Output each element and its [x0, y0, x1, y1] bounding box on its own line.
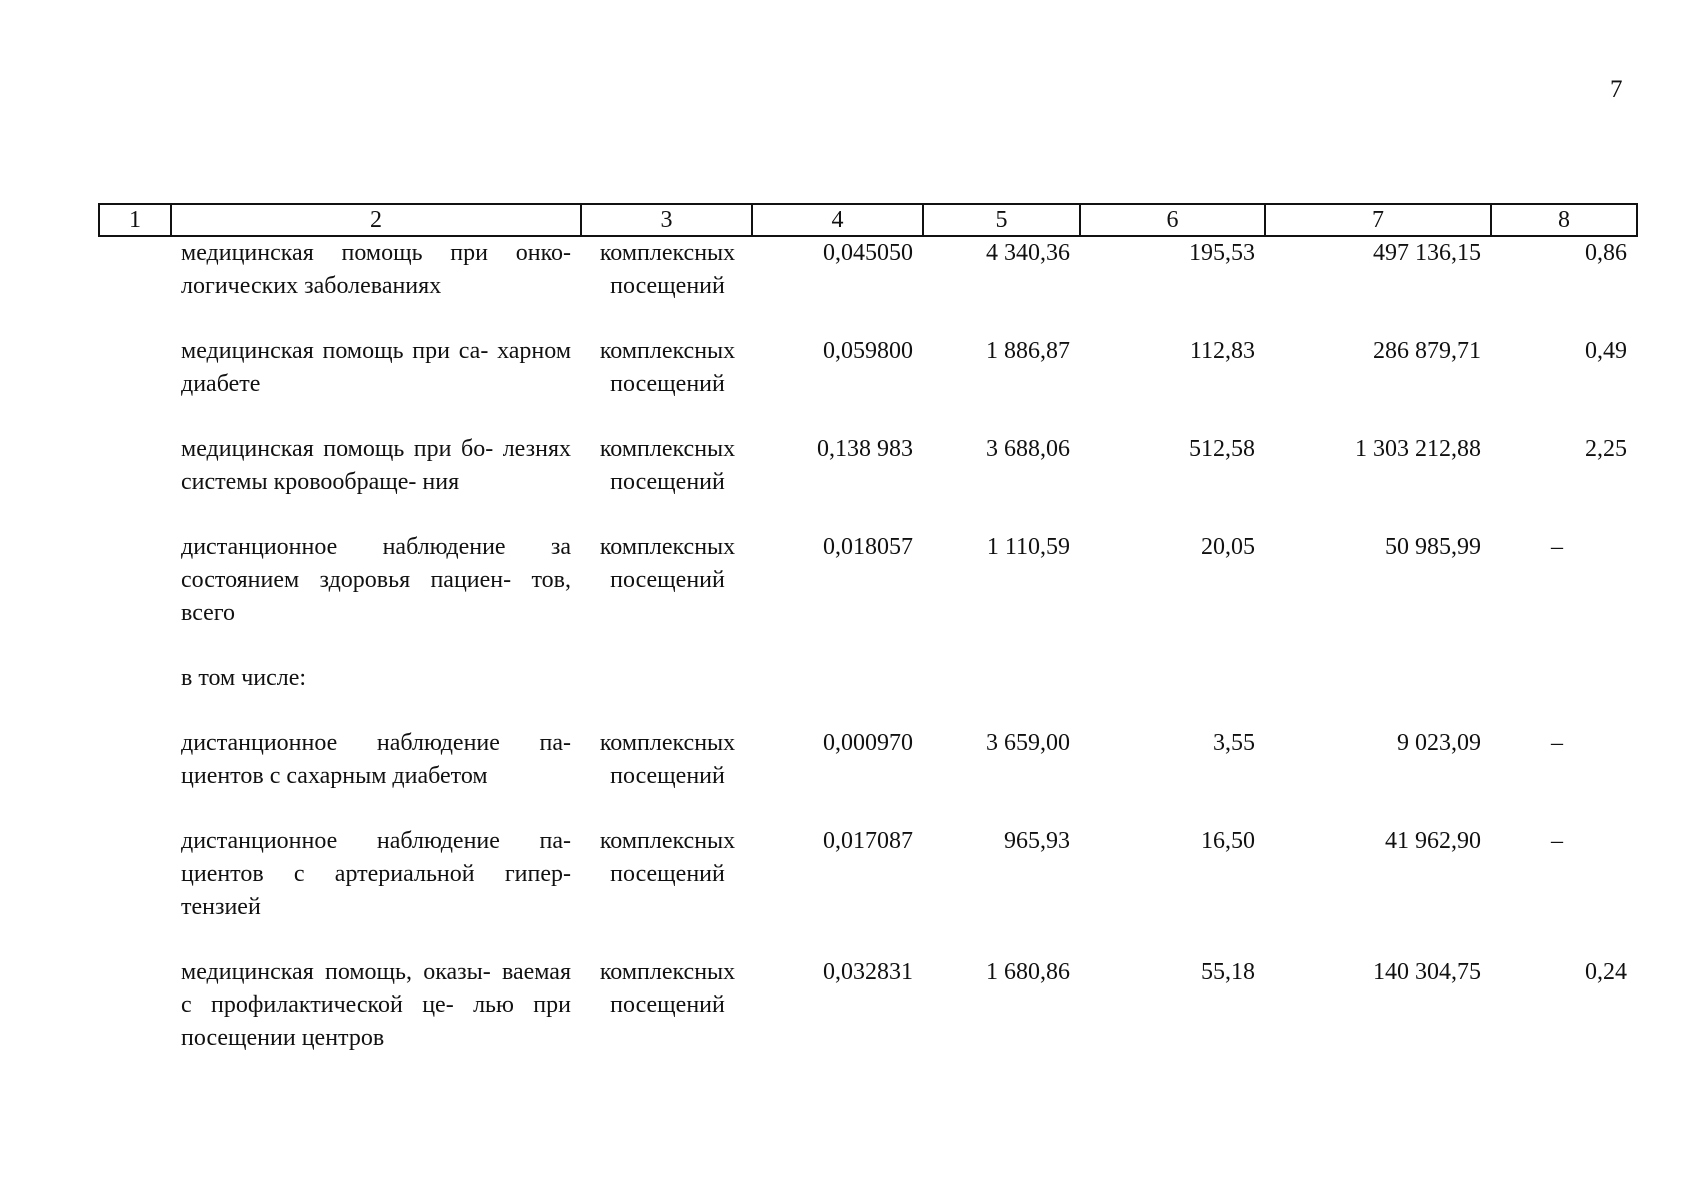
row-value-8: – — [1551, 730, 1563, 756]
row-value-8: – — [1551, 828, 1563, 854]
row-value-8: 0,24 — [1585, 959, 1627, 985]
row-value-4 — [752, 662, 923, 727]
row-value-8: 0,86 — [1585, 240, 1627, 266]
table-row — [99, 727, 1637, 825]
row-value-6: 512,58 — [1189, 436, 1255, 462]
row-value-4: 0,045050 — [823, 240, 913, 266]
row-value-5: 1 886,87 — [986, 338, 1070, 364]
row-value-7: 1 303 212,88 — [1355, 436, 1481, 462]
column-number-header — [99, 204, 1637, 236]
row-value-4: 0,138 983 — [817, 436, 913, 462]
row-value-7: 41 962,90 — [1385, 828, 1481, 854]
table-row — [99, 825, 1637, 956]
row-unit: комплексных посещений — [599, 534, 736, 593]
row-value-6: 195,53 — [1189, 240, 1255, 266]
tariff-table — [98, 203, 1638, 1087]
table-row — [99, 236, 1637, 335]
row-value-8: 2,25 — [1585, 436, 1627, 462]
row-value-7 — [1265, 662, 1491, 727]
row-value-7: 9 023,09 — [1397, 730, 1481, 756]
table-row — [99, 531, 1637, 662]
row-value-5: 4 340,36 — [986, 240, 1070, 266]
row-value-8 — [1491, 662, 1637, 727]
row-value-7: 140 304,75 — [1373, 959, 1481, 985]
row-value-5: 1 680,86 — [986, 959, 1070, 985]
column-header-4: 4 — [752, 204, 923, 236]
row-value-5: 3 659,00 — [986, 730, 1070, 756]
column-header-6: 6 — [1080, 204, 1265, 236]
column-header-1: 1 — [99, 204, 171, 236]
row-value-4: 0,018057 — [823, 534, 913, 560]
row-name: дистанционное наблюдение за состоянием здоровья пациен- тов, всего — [181, 534, 571, 626]
row-value-5: 3 688,06 — [986, 436, 1070, 462]
row-value-4: 0,032831 — [823, 959, 913, 985]
row-value-7: 50 985,99 — [1385, 534, 1481, 560]
row-value-4: 0,059800 — [823, 338, 913, 364]
row-value-4: 0,000970 — [823, 730, 913, 756]
table-row — [99, 956, 1637, 1087]
row-value-6: 112,83 — [1189, 338, 1255, 364]
row-name: медицинская помощь при онко- логических заболеваниях — [181, 240, 571, 299]
row-value-4: 0,017087 — [823, 828, 913, 854]
row-value-6: 20,05 — [1201, 534, 1255, 560]
row-value-5: 1 110,59 — [986, 534, 1070, 560]
column-header-3: 3 — [581, 204, 752, 236]
row-name: медицинская помощь, оказы- ваемая с профилактической це- лью при посещении центров — [181, 959, 571, 1051]
row-value-5: 965,93 — [1004, 828, 1070, 854]
row-value-8: 0,49 — [1585, 338, 1627, 364]
row-unit: комплексных посещений — [599, 338, 736, 397]
table-row — [99, 662, 1637, 727]
page-number: 7 — [1610, 76, 1623, 103]
row-unit: комплексных посещений — [599, 240, 736, 299]
row-value-6 — [1080, 662, 1265, 727]
table-row — [99, 335, 1637, 433]
row-unit: комплексных посещений — [599, 828, 736, 887]
row-value-6: 55,18 — [1201, 959, 1255, 985]
row-unit: комплексных посещений — [599, 959, 736, 1018]
column-header-7: 7 — [1265, 204, 1491, 236]
row-unit — [581, 662, 752, 727]
row-unit: комплексных посещений — [599, 730, 736, 789]
row-value-7: 497 136,15 — [1373, 240, 1481, 266]
column-header-2: 2 — [171, 204, 581, 236]
column-header-5: 5 — [923, 204, 1080, 236]
row-name: дистанционное наблюдение па- циентов с сахарным диабетом — [181, 730, 571, 789]
row-value-8: – — [1551, 534, 1563, 560]
row-name: дистанционное наблюдение па- циентов с артериальной гипер- тензией — [181, 828, 571, 920]
row-unit: комплексных посещений — [599, 436, 736, 495]
row-value-6: 3,55 — [1213, 730, 1255, 756]
row-value-5 — [923, 662, 1080, 727]
column-header-8: 8 — [1491, 204, 1637, 236]
row-value-6: 16,50 — [1201, 828, 1255, 854]
row-value-7: 286 879,71 — [1373, 338, 1481, 364]
row-name: медицинская помощь при са- харном диабете — [181, 338, 571, 397]
row-name: в том числе: — [181, 665, 307, 691]
row-name: медицинская помощь при бо- лезнях системы кровообраще- ния — [181, 436, 571, 495]
table-row — [99, 433, 1637, 531]
